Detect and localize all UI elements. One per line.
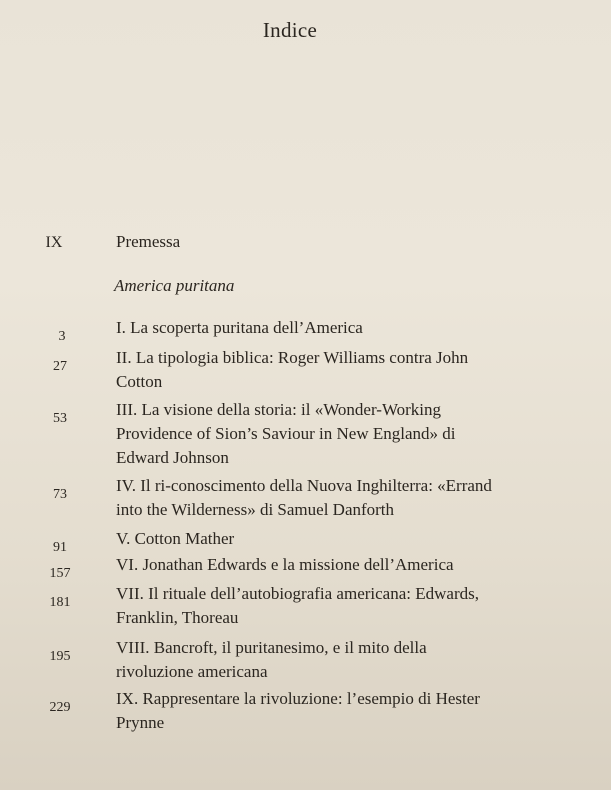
toc-page-8: 195 [49, 649, 71, 664]
toc-entry-3: III. La visione della storia: il «Wonder-Working Providence of Sion’s Saviour in New England» di Edward Johnson [116, 400, 456, 467]
toc-page-premessa: IX [45, 234, 63, 251]
toc-page-6: 157 [49, 566, 71, 581]
toc-entry-4: IV. Il ri-conoscimento della Nuova Inghilterra: «Errand into the Wilderness» di Samuel Danforth [116, 476, 492, 519]
toc-entry-9: IX. Rappresentare la rivoluzione: l’esempio di Hester Prynne [116, 689, 480, 732]
toc-page-3: 53 [53, 411, 67, 426]
page-title: Indice [262, 18, 318, 42]
toc-page-9: 229 [49, 700, 71, 715]
toc-page-4: 73 [53, 487, 67, 502]
toc-entry-7: VII. Il rituale dell’autobiografia americana: Edwards, Franklin, Thoreau [116, 584, 479, 627]
section-title: America puritana [114, 276, 235, 295]
toc-entry-5: V. Cotton Mather [116, 529, 235, 548]
toc-page-2: 27 [53, 359, 67, 374]
toc-entry-premessa: Premessa [116, 232, 181, 251]
toc-entry-6: VI. Jonathan Edwards e la missione dell’America [116, 555, 454, 574]
toc-entry-8: VIII. Bancroft, il puritanesimo, e il mito della rivoluzione americana [116, 638, 427, 681]
toc-page-7: 181 [49, 595, 71, 610]
toc-entry-2: II. La tipologia biblica: Roger Williams contra John Cotton [116, 348, 469, 391]
toc-entry-1: I. La scoperta puritana dell’America [116, 318, 363, 337]
toc-page-5: 91 [53, 540, 67, 555]
toc-page-1: 3 [58, 329, 66, 344]
